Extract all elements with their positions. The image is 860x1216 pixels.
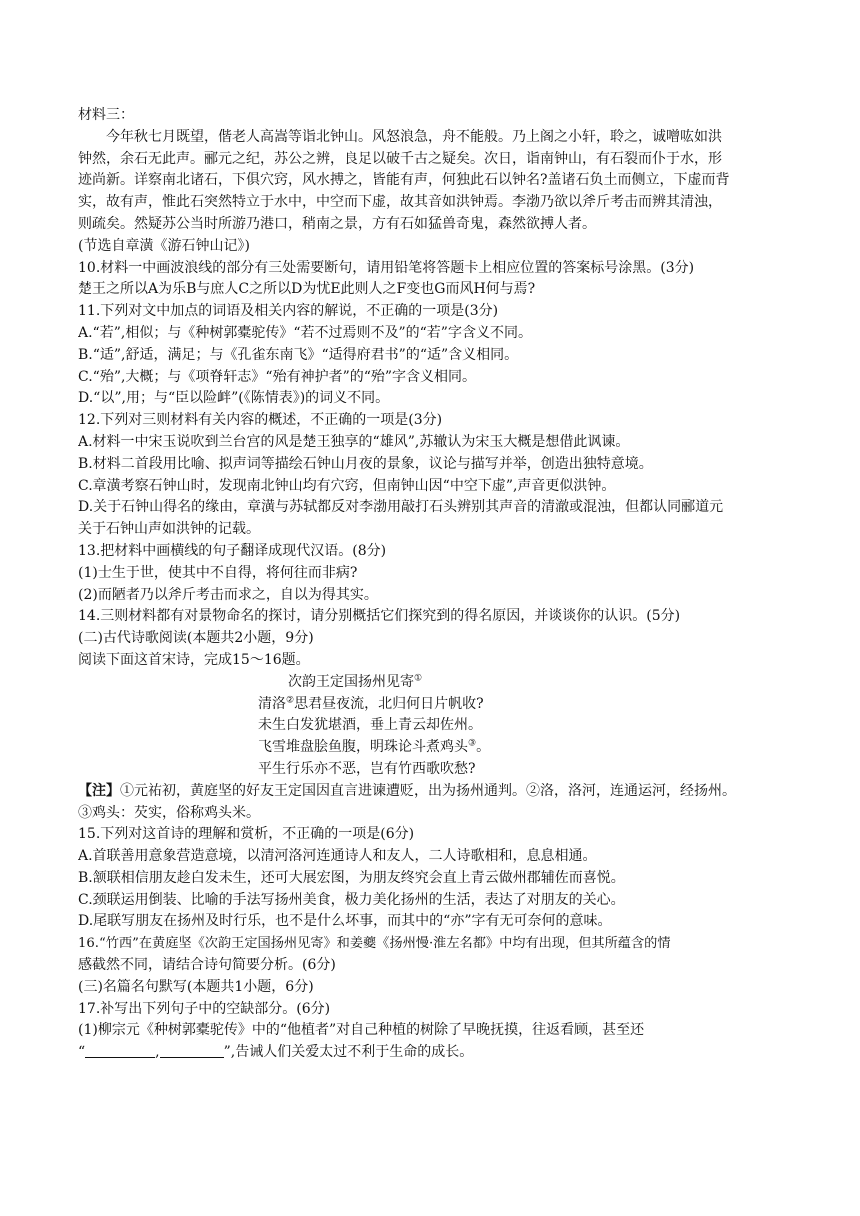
note-label: 【注】 [78,782,120,799]
material3-line: 则疏矣。然疑苏公当时所游乃港口，稍南之景，方有石如猛兽奇鬼，森然欲搏人者。 [78,215,596,232]
poem-title: 次韵王定国扬州见寄① [288,673,423,690]
question-14-stem: 14.三则材料都有对景物命名的探讨，请分别概括它们探究到的得名原因，并谈谈你的认识。(5分) [78,608,681,625]
material3-line: 实，故有声，惟此石突然特立于水中，中空而下虚，故其音如洪钟焉。李渤乃欲以斧斤考击而辨其清浊， [78,194,722,211]
section-3-heading: (三)名篇名句默写(本题共1小题，6分) [78,978,314,995]
question-16-stem-cont: 感截然不同，请结合诗句简要分析。(6分) [78,957,336,974]
material3-line: 迹尚新。详察南北诸石，下俱穴窍，风水搏之，皆能有声，何独此石以钟名?盖诸石负土而侧立，下虚而背 [78,172,730,189]
footnote-mark: ① [414,673,423,684]
poem-line-4: 平生行乐亦不恶，岂有竹西歌吹愁? [258,760,476,777]
question-12-option-d-cont: 关于石钟山声如洪钟的记载。 [78,521,260,538]
question-11-stem: 11.下列对文中加点的词语及相关内容的解说，不正确的一项是(3分) [78,303,499,320]
question-13-item-2: (2)而陋者乃以斧斤考击而求之，自以为得其实。 [78,586,378,603]
answer-blank[interactable] [85,1043,155,1058]
question-16-stem: 16.“竹西”在黄庭坚《次韵王定国扬州见寄》和姜夔《扬州慢·淮左名都》中均有出现，但其所蕴含的情 [78,936,671,952]
section-2-heading: (二)古代诗歌阅读(本题共2小题，9分) [78,630,314,647]
answer-blank[interactable] [160,1043,224,1058]
question-15-option-b: B.颔联相信朋友趁白发未生，还可大展宏图，为朋友终究会直上青云做州郡辅佐而喜悦。 [78,869,625,886]
question-17-item-1-blanks: “ , ”,告诫人们关爱太过不利于生命的成长。 [78,1044,474,1061]
question-13-item-1: (1)士生于世，使其中不自得，将何往而非病? [78,564,358,581]
material3-line: 钟然，余石无此声。郦元之纪，苏公之辨，良足以破千古之疑矣。次日，诣南钟山，有石裂而仆于水，形 [78,150,722,167]
poem-note: 【注】①元祐初，黄庭坚的好友王定国因直言进谏遭贬，出为扬州通判。②洛，洛河，连通运河，经扬州。 [78,782,736,799]
question-12-option-c: C.章潢考察石钟山时，发现南北钟山均有穴窍，但南钟山因“中空下虚”,声音更似洪钟。 [78,477,616,494]
question-12-option-b: B.材料二首段用比喻、拟声词等描绘石钟山月夜的景象，议论与描写并举，创造出独特意境。 [78,455,653,472]
question-15-option-a: A.首联善用意象营造意境，以清河洛河连通诗人和友人，二人诗歌相和，息息相通。 [78,848,597,865]
page-content [78,105,790,1064]
question-15-stem: 15.下列对这首诗的理解和赏析，不正确的一项是(6分) [78,826,415,843]
material3-source: (节选自章潢《游石钟山记》) [78,237,250,254]
material3-heading: 材料三： [78,107,134,123]
question-10-stem: 10.材料一中画波浪线的部分有三处需要断句，请用铅笔将答题卡上相应位置的答案标号涂黑。(3分) [78,259,695,276]
question-17-stem: 17.补写出下列句子中的空缺部分。(6分) [78,1000,331,1017]
poem-line-1: 清洛②思君昼夜流，北归何日片帆收? [258,694,484,712]
question-15-option-c: C.颈联运用倒装、比喻的手法写扬州美食，极力美化扬州的生活，表达了对朋友的关心。 [78,891,625,908]
footnote-mark: ② [286,694,295,705]
question-11-option-c: C.“殆”,大概；与《项脊轩志》“殆有神护者”的“殆”字含义相同。 [78,368,477,385]
poem-note-cont: ③鸡头：芡实，俗称鸡头米。 [78,804,260,821]
poem-line-3: 飞雪堆盘脍鱼腹，明珠论斗煮鸡头③。 [258,738,491,756]
poem-line-2: 未生白发犹堪酒，垂上青云却佐州。 [258,717,482,734]
question-11-option-d: D.“以”,用；与“臣以险衅”(《陈情表》)的词义不同。 [78,390,390,407]
question-10-text: 楚王之所以A为乐B与庶人C之所以D为忧E此则人之F变也G而风H何与焉? [78,281,536,298]
question-13-stem: 13.把材料中画横线的句子翻译成现代汉语。(8分) [78,542,387,559]
material3-line: 今年秋七月既望，偕老人高嵩等诣北钟山。风怒浪急，舟不能般。乃上阁之小轩，聆之，诚噌吰如洪 [106,128,722,145]
question-11-option-b: B.“适”,舒适，满足；与《孔雀东南飞》“适得府君书”的“适”含义相同。 [78,346,519,363]
question-11-option-a: A.“若”,相似；与《种树郭橐驼传》“若不过焉则不及”的“若”字含义不同。 [78,324,532,341]
question-15-option-d: D.尾联写朋友在扬州及时行乐，也不是什么坏事，而其中的“亦”字有无可奈何的意味。 [78,913,612,930]
question-12-stem: 12.下列对三则材料有关内容的概述，不正确的一项是(3分) [78,412,443,429]
question-12-option-a: A.材料一中宋玉说吹到兰台宫的风是楚王独享的“雄风”,苏辙认为宋玉大概是想借此讽谏。 [78,433,630,450]
question-17-item-1: (1)柳宗元《种树郭橐驼传》中的“他植者”对自己种植的树除了早晚抚摸，往返看顾，甚至还 [78,1022,645,1039]
question-12-option-d: D.关于石钟山得名的缘由，章潢与苏轼都反对李渤用敲打石头辨别其声音的清澈或混浊，但都认同郦道元 [78,499,724,516]
footnote-mark: ③ [468,738,477,749]
section-2-intro: 阅读下面这首宋诗，完成15～16题。 [78,651,310,668]
